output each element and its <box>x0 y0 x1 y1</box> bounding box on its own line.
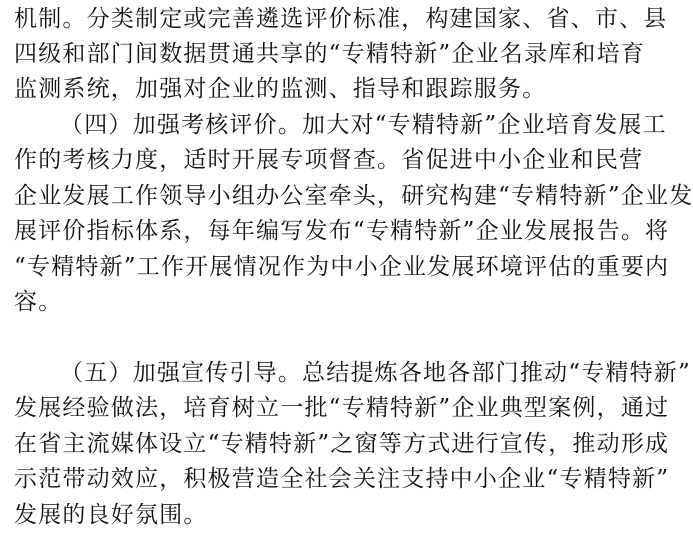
text-line-4: （ 四 ） 加 强 考 核 评 价 。 加 大 对 “ 专 精 特 新 ” 企 业 培 育 发 展 工 <box>60 112 667 138</box>
text-line-1: 机 制 。 分 类 制 定 或 完 善 遴 选 评 价 标 准 ， 构 建 国 家 、 省 、 市 、 县 <box>14 6 668 32</box>
text-line-14: 发展的良好氛围。 <box>14 502 208 528</box>
text-line-13: 示 范 带 动 效 应 ， 积 极 营 造 全 社 会 关 注 支 持 中 小 企 业 “ 专 精 特 新 ” <box>14 466 670 492</box>
text-line-3: 监测系统，加强对企业的监测、指导和跟踪服务。 <box>14 76 547 102</box>
text-line-6: 企 业 发 展 工 作 领 导 小 组 办 公 室 牵 头 ， 研 究 构 建 “ 专 精 特 新 ” 企 业 发 <box>14 183 693 209</box>
text-line-9: 容。 <box>14 289 63 315</box>
text-line-8: “ 专 精 特 新 ” 工 作 开 展 情 况 作 为 中 小 企 业 发 展 环 境 评 估 的 重 要 内 <box>14 254 670 280</box>
text-line-5: 作 的 考 核 力 度 ， 适 时 开 展 专 项 督 查 。 省 促 进 中 小 企 业 和 民 营 <box>14 147 644 173</box>
text-line-10: （ 五 ） 加 强 宣 传 引 导 。 总 结 提 炼 各 地 各 部 门 推 动 “ 专 精 特 新 ” <box>60 360 692 386</box>
text-line-7: 展 评 价 指 标 体 系 ， 每 年 编 写 发 布 “ 专 精 特 新 ” 企 业 发 展 报 告 。 将 <box>14 218 670 244</box>
text-line-2: 四 级 和 部 门 间 数 据 贯 通 共 享 的 “ 专 精 特 新 ” 企 业 名 录 库 和 培 育 <box>14 41 646 67</box>
text-line-12: 在 省 主 流 媒 体 设 立 “ 专 精 特 新 ” 之 窗 等 方 式 进 行 宣 传 ， 推 动 形 成 <box>14 431 670 457</box>
text-line-11: 发 展 经 验 做 法 ， 培 育 树 立 一 批 “ 专 精 特 新 ” 企 业 典 型 案 例 ， 通 过 <box>14 395 670 421</box>
